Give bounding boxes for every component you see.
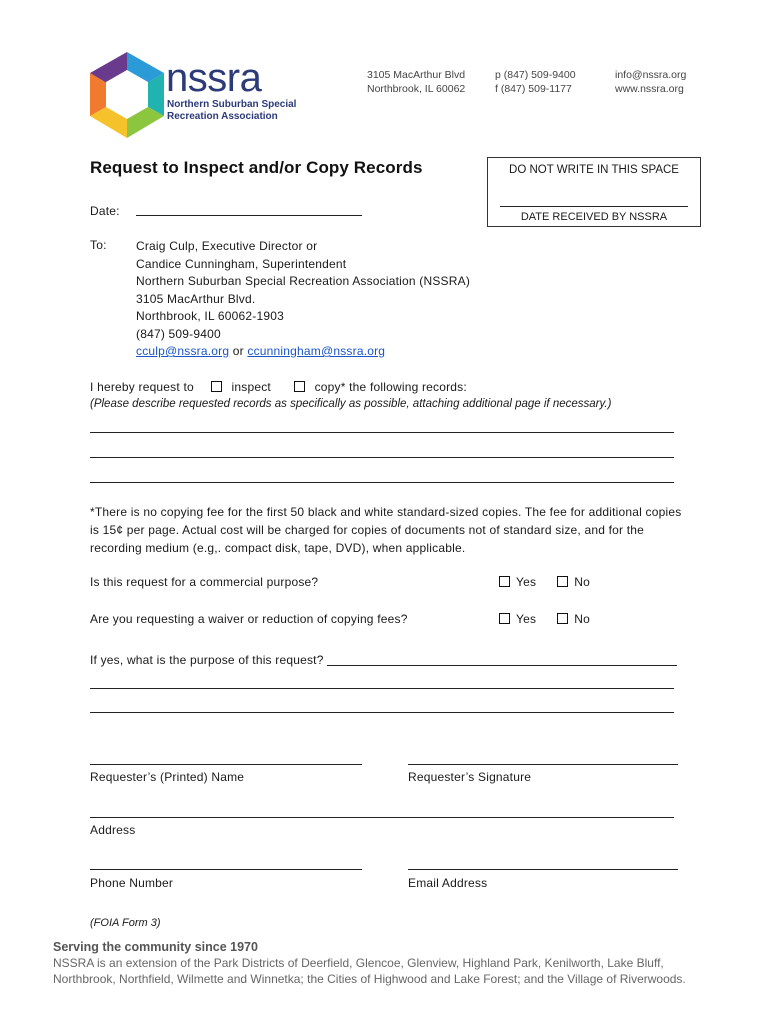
date-field[interactable] (136, 215, 362, 216)
copy-checkbox[interactable] (294, 381, 305, 392)
address-label: Address (90, 823, 136, 837)
to-label: To: (90, 238, 107, 252)
email-link-ccunningham[interactable]: ccunningham@nssra.org (247, 344, 386, 358)
signature-label: Requester’s Signature (408, 770, 532, 784)
copy-label: copy* the following records: (314, 380, 467, 394)
recipient-block (136, 238, 470, 361)
records-description-line-2[interactable] (90, 457, 674, 458)
phone-field[interactable] (90, 869, 362, 870)
signature-field[interactable] (408, 764, 678, 765)
waiver-no-label: No (574, 612, 591, 626)
date-label: Date: (90, 204, 120, 218)
fee-waiver-question: Are you requesting a waiver or reduction of copying fees? (90, 612, 408, 626)
recipient-line: Northern Suburban Special Recreation Association (NSSRA) (136, 274, 471, 288)
commercial-yes-checkbox[interactable] (499, 576, 510, 587)
recipient-emails (136, 343, 470, 361)
header-email: info@nssra.org (615, 69, 687, 81)
commercial-purpose-question: Is this request for a commercial purpose? (90, 575, 319, 589)
address-field[interactable] (90, 817, 674, 818)
logo-wordmark: nssra (166, 56, 262, 100)
purpose-prompt: If yes, what is the purpose of this request? (90, 653, 324, 667)
commercial-no-label: No (574, 575, 591, 589)
inspect-label: inspect (231, 380, 271, 394)
email-link-cculp[interactable]: cculp@nssra.org (136, 344, 230, 358)
inspect-checkbox[interactable] (211, 381, 222, 392)
footer-line-1: NSSRA is an extension of the Park Districts of Deerfield, Glencoe, Glenview, Highland Park, Kenilworth, Lake Bluff, (53, 956, 664, 970)
footer-line-2: Northbrook, Northfield, Wilmette and Winnetka; the Cities of Highwood and Lake Forest; and the Village of Riverwoods. (53, 972, 686, 986)
email-or-text: or (232, 344, 244, 358)
header-address-line2: Northbrook, IL 60062 (367, 83, 466, 95)
header-phone: p (847) 509-9400 (495, 69, 576, 81)
form-id: (FOIA Form 3) (90, 917, 161, 929)
nssra-logo-icon (86, 52, 168, 138)
copying-fee-note: *There is no copying fee for the first 50 black and white standard-sized copies. The fee for additional copies is 15¢ per page. Actual cost will be charged for copies of documents not of standard size, and for the recording medium (e.g,. compact disk, tape, DVD), when applicable. (90, 505, 682, 555)
request-type-row (90, 380, 467, 394)
commercial-purpose-options (499, 575, 590, 589)
fee-waiver-options (499, 612, 590, 626)
header-fax: f (847) 509-1177 (495, 83, 572, 95)
phone-label: Phone Number (90, 876, 174, 890)
logo-org-name-line1: Northern Suburban Special (167, 99, 297, 110)
records-description-line-3[interactable] (90, 482, 674, 483)
recipient-line: Craig Culp, Executive Director or (136, 239, 318, 253)
email-field[interactable] (408, 869, 678, 870)
office-use-heading: DO NOT WRITE IN THIS SPACE (509, 164, 679, 176)
waiver-no-checkbox[interactable] (557, 613, 568, 624)
recipient-line: 3105 MacArthur Blvd. (136, 291, 256, 306)
recipient-line: Candice Cunningham, Superintendent (136, 256, 347, 271)
purpose-line-2[interactable] (90, 688, 674, 689)
header-website: www.nssra.org (615, 83, 684, 95)
commercial-no-checkbox[interactable] (557, 576, 568, 587)
form-title: Request to Inspect and/or Copy Records (90, 158, 423, 177)
printed-name-field[interactable] (90, 764, 362, 765)
commercial-yes-label: Yes (516, 575, 537, 589)
waiver-yes-label: Yes (516, 612, 537, 626)
purpose-line-3[interactable] (90, 712, 674, 713)
email-label: Email Address (408, 876, 488, 890)
waiver-yes-checkbox[interactable] (499, 613, 510, 624)
request-prefix: I hereby request to (90, 380, 194, 394)
recipient-line: (847) 509-9400 (136, 326, 221, 341)
footer-tagline: Serving the community since 1970 (53, 940, 258, 954)
date-received-label: DATE RECEIVED BY NSSRA (520, 211, 668, 223)
purpose-line-1[interactable] (327, 665, 677, 666)
date-received-line (500, 206, 688, 207)
logo-org-name-line2: Recreation Association (167, 111, 278, 122)
records-description-line-1[interactable] (90, 432, 674, 433)
office-use-box (487, 157, 701, 227)
printed-name-label: Requester’s (Printed) Name (90, 770, 245, 784)
header-address-line1: 3105 MacArthur Blvd (367, 69, 466, 81)
request-instructions: (Please describe requested records as specifically as possible, attaching additional page if necessary.) (90, 398, 612, 410)
recipient-line: Northbrook, IL 60062-1903 (136, 309, 284, 323)
